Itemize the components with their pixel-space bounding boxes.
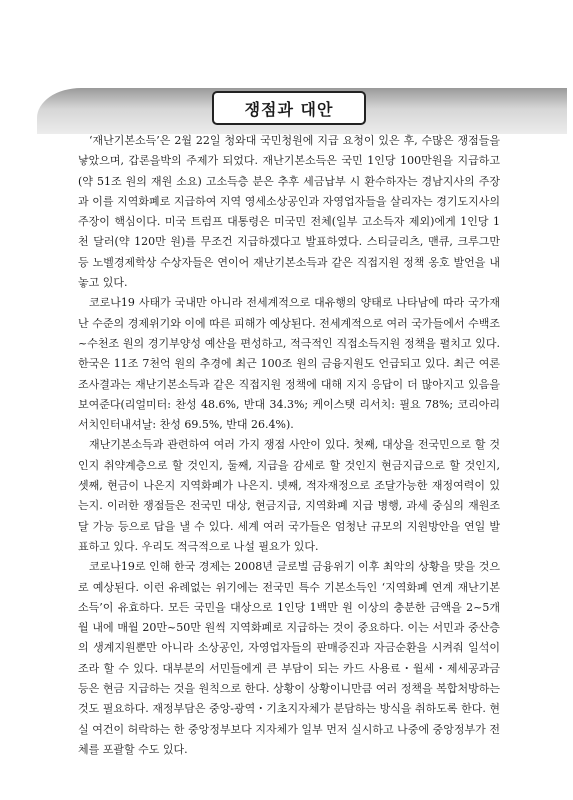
paragraph: ‘재난기본소득’은 2월 22일 청와대 국민청원에 지급 요청이 있은 후, 수많은 쟁점들을 낳았으며, 갑론을박의 주제가 되었다. 재난기본소득은 국민 1인당 100만원을 지급하고(약 51조 원의 재원 소요) 고소득층 분은 추후 세금납부 시 환수하자는 경남지사의 주장과 이를 지역화폐로 지급하여 지역 영세소상공인과 자영업자들을 살리자는 경기도지사의 주장이 핵심이다. 미국 트럼프 대통령은 미국민 전체(일부 고소득자 제외)에게 1인당 1천 달러(약 120만 원)를 무조건 지급하겠다고 발표하였다. 스티글리츠, 맨큐, 크루그만 등 노벨경제학상 수상자들은 연이어 재난기본소득과 같은 직접지원 정책 옹호 발언을 내놓고 있다. [78, 134, 500, 290]
section-title: 쟁점과 대안 [212, 91, 366, 125]
paragraph: 코로나19 사태가 국내만 아니라 전세계적으로 대유행의 양태로 나타남에 따라 국가재난 수준의 경제위기와 이에 따른 피해가 예상된다. 전세계적으로 여러 국가들에서 수백조~수천조 원의 경기부양성 예산을 편성하고, 적극적인 직접소득지원 정책을 펼치고 있다. 한국은 11조 7천억 원의 추경에 최근 100조 원의 금융지원도 언급되고 있다. 최근 여론조사결과는 재난기본소득과 같은 직접지원 정책에 대해 지지 응답이 더 많아지고 있음을 보여준다(리얼미터: 찬성 48.6%, 반대 34.3%; 케이스탯 리서치: 필요 78%; 코리아리서치인터내셔날: 찬성 69.5%, 반대 26.4%). [78, 296, 500, 432]
article-body [78, 131, 500, 760]
paragraph: 재난기본소득과 관련하여 여러 가지 쟁점 사안이 있다. 첫째, 대상을 전국민으로 할 것인지 취약계층으로 할 것인지, 둘째, 지급을 감세로 할 것인지 현금지급으로 할 것인지, 셋째, 현금이 나은지 지역화폐가 나은지. 넷째, 적자재정으로 조달가능한 재정여력이 있는지. 이러한 쟁점들은 전국민 대상, 현금지급, 지역화폐 지급 병행, 과세 중심의 재원조달 가능 등으로 답을 낼 수 있다. 세계 여러 국가들은 엄청난 규모의 지원방안을 연일 발표하고 있다. 우리도 적극적으로 나설 필요가 있다. [78, 438, 500, 553]
paragraph: 코로나19로 인해 한국 경제는 2008년 글로벌 금융위기 이후 최악의 상황을 맞을 것으로 예상된다. 이런 유례없는 위기에는 전국민 특수 기본소득인 ‘지역화폐 연계 재난기본소득’이 유효하다. 모든 국민을 대상으로 1인당 1백만 원 이상의 충분한 금액을 2~5개월 내에 매월 20만~50만 원씩 지역화폐로 지급하는 것이 중요하다. 이는 서민과 중산층의 생계지원뿐만 아니라 소상공인, 자영업자들의 판매증진과 자금순환을 시켜줘 일석이조라 할 수 있다. 대부분의 서민들에게 큰 부담이 되는 카드 사용료・월세・제세공과금 등은 현금 지급하는 것을 원칙으로 한다. 상황이 상황이니만큼 여러 정책을 복합처방하는 것도 필요하다. 재정부담은 중앙-광역・기초지자체가 분담하는 방식을 취하도록 한다. 현실 여건이 허락하는 한 중앙정부보다 지자체가 일부 먼저 실시하고 나중에 중앙정부가 전체를 포괄할 수도 있다. [78, 560, 500, 756]
